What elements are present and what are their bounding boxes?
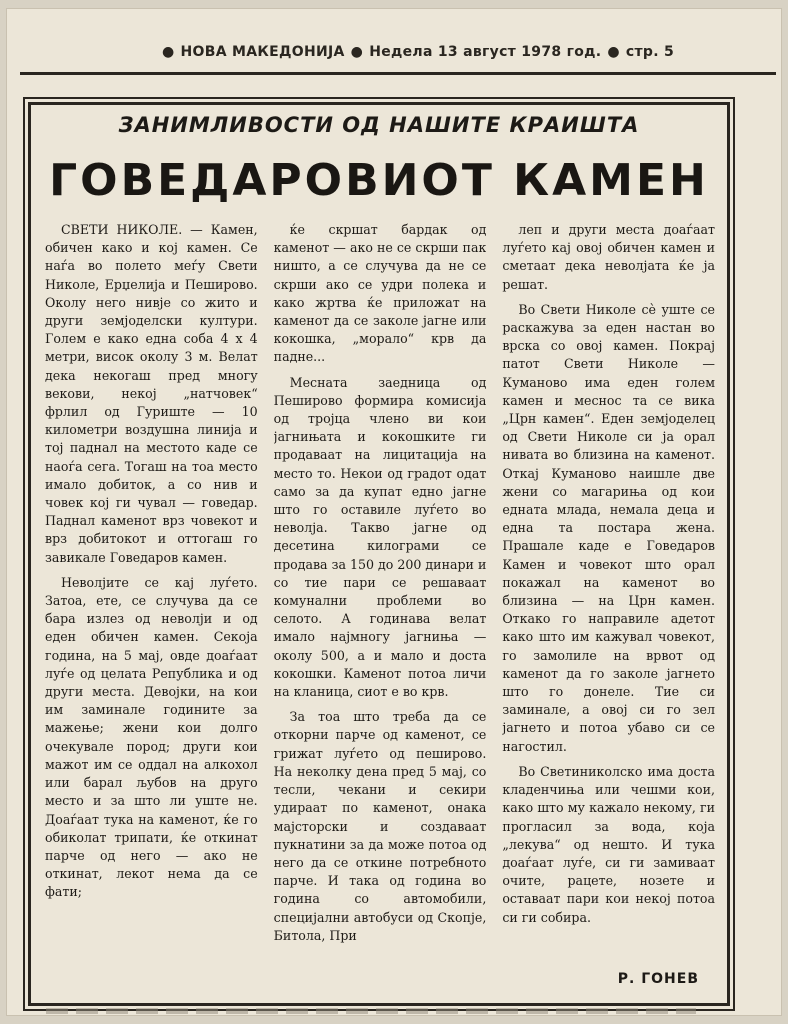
article-columns <box>45 221 715 1001</box>
article-column-1 <box>45 221 258 1001</box>
paragraph: Месната заедница од Пеширово формира комисија од тројца члено ви кои јагнињата и кокошките ги продаваат на лицитација на место то. Некои од градот одат само за да купат едно јагне што го оставиле луѓето во неволја. Такво јагне од десетина килограми се продава за 150 до 200 динари и со тие пари се решаваат комунални проблеми во селото. А годинава велат имало најмногу јагниња — околу 500, а и мало и доста кокошки. Каменот потоа личи на кланица, сиот е во крв. <box>273 374 487 700</box>
article-frame <box>28 102 730 1006</box>
paper-name: НОВА МАКЕДОНИЈА <box>180 44 345 60</box>
article-column-3 <box>502 221 715 1001</box>
author-signature: Р. ГОНЕВ <box>617 971 699 987</box>
paragraph: ќе скршат бардак од каменот — ако не се скрши пак ништо, а се случува да не се скрши ако се удри полека и како жртва ќе приложат на каменот да се заколе јагне или кокошка, „морало“ крв да падне... <box>273 222 487 365</box>
issue-date: Недела 13 август 1978 год. <box>369 44 602 60</box>
article-column-2 <box>274 221 487 1001</box>
bullet-icon: ● <box>162 44 175 60</box>
newspaper-clipping <box>6 8 782 1016</box>
article-kicker: ЗАНИМЛИВОСТИ ОД НАШИТЕ КРАИШТА <box>118 113 640 137</box>
paragraph: СВЕТИ НИКОЛЕ. — Камен, обичен како и кој камен. Се наѓа во полето меѓу Свети Николе, Ерџелија и Пеширово. Околу него нивје со жито и други земјоделски култури. Голем е како една соба 4 х 4 метри, висок околу 3 м. Велат дека некогаш пред многу векови, некој „натчовек“ фрлил од Гуриште — 10 километри воздушна линија и тој паднал на местото каде се наоѓа сега. Тогаш на тоа место имало добиток, а со нив и човек кој ги чувал — говедар. Паднал каменот врз човекот и врз добитокот и оттогаш го завикале Говедаров камен. <box>45 222 258 565</box>
bullet-icon: ● <box>350 44 364 60</box>
header-rule <box>20 72 776 75</box>
paragraph: Неволјите се кај луѓето. Затоа, ете, се случува да се бара излез од неволји и од еден обичен камен. Секоја година, на 5 мај, овде доаѓаат луѓе од целата Република и од други места. Девојки, на кои им заминале годините за мажење; жени кои долго очекувале пород; други кои мажот им се оддал на алкохол или барал љубов на друго место и за што ли уште не. Доаѓаат тука на каменот, ќе го обиколат трипати, ќе откинат парче од него — ако не откинат, лекот нема да се фати; <box>45 574 258 900</box>
page-number: стр. 5 <box>625 44 675 60</box>
next-article-bleed-through <box>46 1008 696 1014</box>
newspaper-header <box>156 44 756 60</box>
paragraph: Во Свети Николе сѐ уште се раскажува за еден настан во врска со овој камен. Покрај патот Свети Николе — Куманово има еден голем камен и меснос та се вика „Црн камен“. Еден земјоделец од Свети Николе си ја орал нивата во близина на каменот. Откај Куманово наишле две жени со магариња од кои едната млада, немала деца и една та постара жена. Прашале каде е Говедаров Камен и човекот што орал покажал на каменот во близина — на Црн камен. Откако го направиле адетот како што им кажувал човекот, го замолиле на врвот од каменот да го заколе јагнето што го донеле. Тие си заминале, а овој си го зел јагнето и потоа убаво си се нагостил. <box>502 301 716 754</box>
paragraph: леп и други места доаѓаат луѓето кај овој обичен камен и сметаат дека неволјата ќе ја решат. <box>502 222 716 292</box>
article-title: ГОВЕДАРОВИОТ КАМЕН <box>49 155 709 206</box>
paragraph: Во Светиниколско има доста кладенчиња или чешми кои, како што му кажало некому, ги прогласил за вода, која „лекува“ од нешто. И тука доаѓаат луѓе, си ги замиваат очите, рацете, нозете и оставаат пари кои некој потоа си ги собира. <box>502 763 716 925</box>
bullet-icon: ● <box>607 44 620 60</box>
paragraph: За тоа што треба да се откорни парче од каменот, се грижат луѓето од пеширово. На неколку дена пред 5 мај, со тесли, чекани и секири удираат по каменот, онака мајсторски и создаваат пукнатини за да може потоа од него да се откине потребното парче. И така од година во година со автомобили, специјални автобуси од Скопје, Битола, При <box>273 709 487 943</box>
